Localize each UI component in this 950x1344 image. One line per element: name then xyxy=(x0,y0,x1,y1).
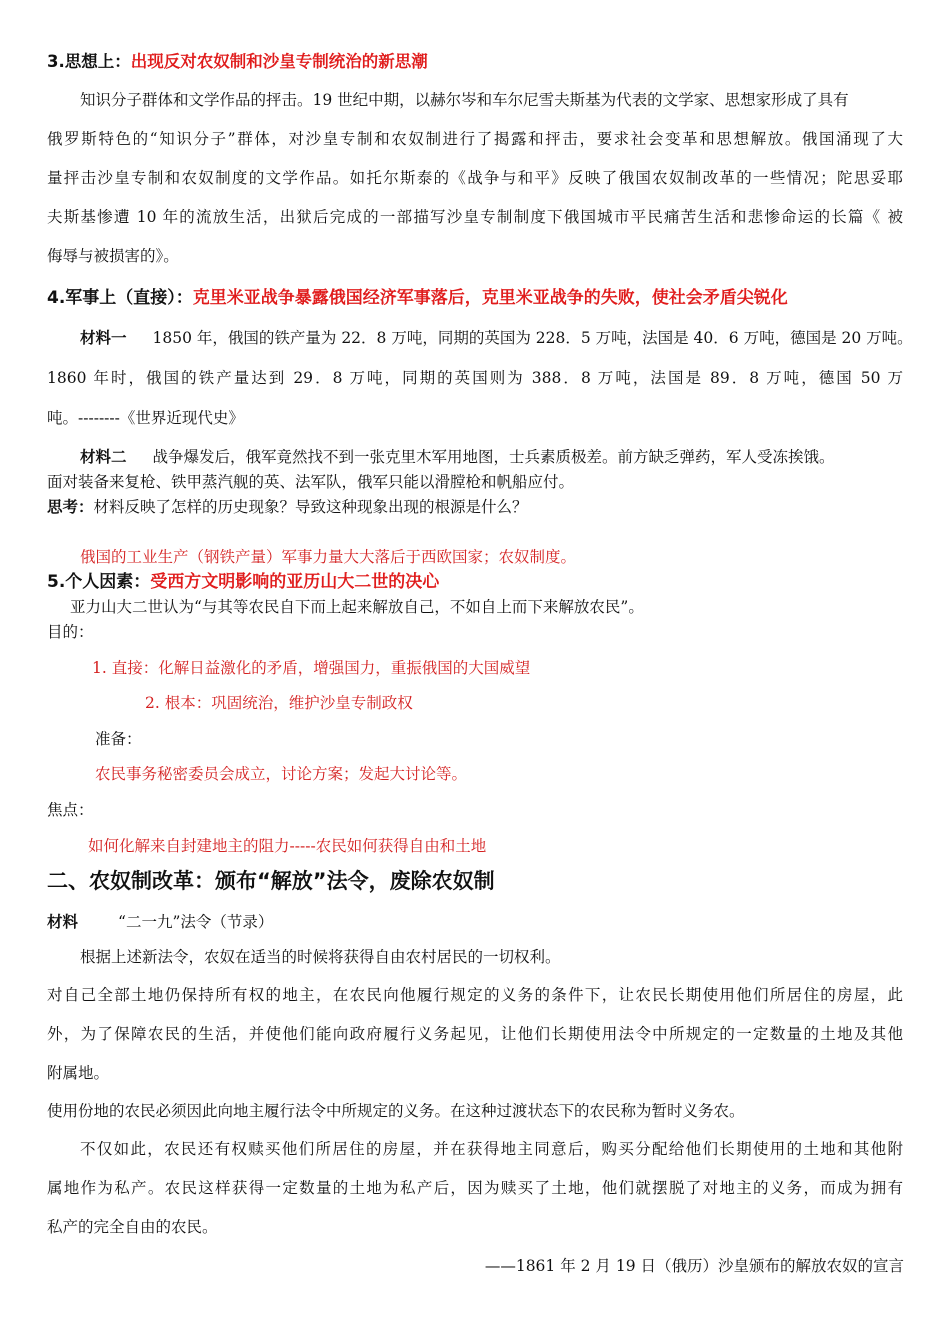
section-3-title: 出现反对农奴制和沙皇专制统治的新思潮 xyxy=(130,52,428,71)
think-line xyxy=(47,497,528,517)
answer-text: 俄国的工业生产（钢铁产量）军事力量大大落后于西欧国家；农奴制度。 xyxy=(80,548,577,566)
paragraph-line: 根据上述新法令，农奴在适当的时候将获得自由农村居民的一切权利。 xyxy=(80,948,561,966)
think-label: 思考： xyxy=(47,498,94,516)
prep-text: 农民事务秘密委员会成立，讨论方案；发起大讨论等。 xyxy=(95,765,468,783)
section-4-number: 4.军事上（直接）： xyxy=(47,288,193,308)
material-1-line xyxy=(80,328,913,348)
paragraph-line: 1860 年时，俄国的铁产量达到 29．8 万吨，同期的英国则为 388．8 万吨，法国是 89．8 万吨，德国 50 万 xyxy=(47,369,903,387)
section-5-heading xyxy=(47,572,439,592)
material-title: “二一九”法令（节录） xyxy=(118,913,274,931)
paragraph-line: 使用份地的农民必须因此向地主履行法令中所规定的义务。在这种过渡状态下的农民称为暂时义务农。 xyxy=(47,1102,745,1120)
section-4-heading xyxy=(47,288,788,308)
paragraph-line: 外，为了保障农民的生活，并使他们能向政府履行义务起见，让他们长期使用法令中所规定的一定数量的土地及其他 xyxy=(47,1025,903,1043)
purpose-direct: 1. 直接：化解日益激化的矛盾，增强国力，重振俄国的大国威望 xyxy=(92,659,531,677)
material-1-label: 材料一 xyxy=(80,329,127,347)
section-4-title: 克里米亚战争暴露俄国经济军事落后，克里米亚战争的失败，使社会矛盾尖锐化 xyxy=(192,288,788,308)
purpose-label: 目的： xyxy=(47,623,94,641)
source-citation: ——1861 年 2 月 19 日（俄历）沙皇颁布的解放农奴的宣言 xyxy=(484,1257,904,1275)
focus-label: 焦点： xyxy=(47,801,94,819)
paragraph-line: 属地作为私产。农民这样获得一定数量的土地为私产后，因为赎买了土地，他们就摆脱了对地主的义务，而成为拥有 xyxy=(47,1179,903,1197)
paragraph-line: 量抨击沙皇专制和农奴制度的文学作品。如托尔斯泰的《战争与和平》反映了俄国农奴制改革的一些情况；陀思妥耶 xyxy=(47,169,903,187)
paragraph-line: 吨。--------《世界近现代史》 xyxy=(47,409,244,427)
paragraph-line: 面对装备来复枪、铁甲蒸汽舰的英、法军队，俄军只能以滑膛枪和帆船应付。 xyxy=(47,473,575,491)
paragraph-line: 知识分子群体和文学作品的抨击。19 世纪中期，以赫尔岑和车尔尼雪夫斯基为代表的文学家、思想家形成了具有 xyxy=(80,91,849,109)
section-5-title: 受西方文明影响的亚历山大二世的决心 xyxy=(150,572,440,592)
section-3-number: 3.思想上： xyxy=(47,52,131,71)
paragraph-line: 对自己全部土地仍保持所有权的地主，在农民向他履行规定的义务的条件下，让农民长期使用他们所居住的房屋，此 xyxy=(47,986,903,1004)
material-label: 材料 xyxy=(47,913,79,931)
think-text: 材料反映了怎样的历史现象？导致这种现象出现的根源是什么？ xyxy=(93,498,528,516)
material-heading xyxy=(47,912,273,932)
material-2-label: 材料二 xyxy=(80,448,127,466)
quote-text: 亚力山大二世认为“与其等农民自下而上起来解放自己，不如自上而下来解放农民”。 xyxy=(70,598,644,616)
section-5-number: 5.个人因素： xyxy=(47,572,151,592)
paragraph-line: 俄罗斯特色的“知识分子”群体，对沙皇专制和农奴制进行了揭露和抨击，要求社会变革和思想解放。俄国涌现了大 xyxy=(47,130,903,148)
prep-label: 准备： xyxy=(95,730,142,748)
paragraph-line: 附属地。 xyxy=(47,1064,110,1082)
paragraph-line: 夫斯基惨遭 10 年的流放生活，出狱后完成的一部描写沙皇专制制度下俄国城市平民痛苦生活和悲惨命运的长篇《 被 xyxy=(47,208,903,226)
focus-text: 如何化解来自封建地主的阻力-----农民如何获得自由和土地 xyxy=(88,837,487,855)
paragraph-line: 侮辱与被损害的》。 xyxy=(47,247,179,265)
paragraph-line: 不仅如此，农民还有权赎买他们所居住的房屋，并在获得地主同意后，购买分配给他们长期使用的土地和其他附 xyxy=(80,1140,903,1158)
section-3-heading xyxy=(47,52,428,72)
material-2-text: 战争爆发后，俄军竟然找不到一张克里木军用地图，士兵素质极差。前方缺乏弹药，军人受冻挨饿。 xyxy=(152,448,835,466)
material-2-line xyxy=(80,447,835,467)
material-1-text: 1850 年，俄国的铁产量为 22．8 万吨，同期的英国为 228．5 万吨，法国是 40．6 万吨，德国是 20 万吨。 xyxy=(152,329,913,347)
purpose-root: 2. 根本：巩固统治，维护沙皇专制政权 xyxy=(145,694,413,712)
paragraph-line: 私产的完全自由的农民。 xyxy=(47,1218,218,1236)
part-2-title: 二、农奴制改革：颁布“解放”法令，废除农奴制 xyxy=(47,869,495,893)
